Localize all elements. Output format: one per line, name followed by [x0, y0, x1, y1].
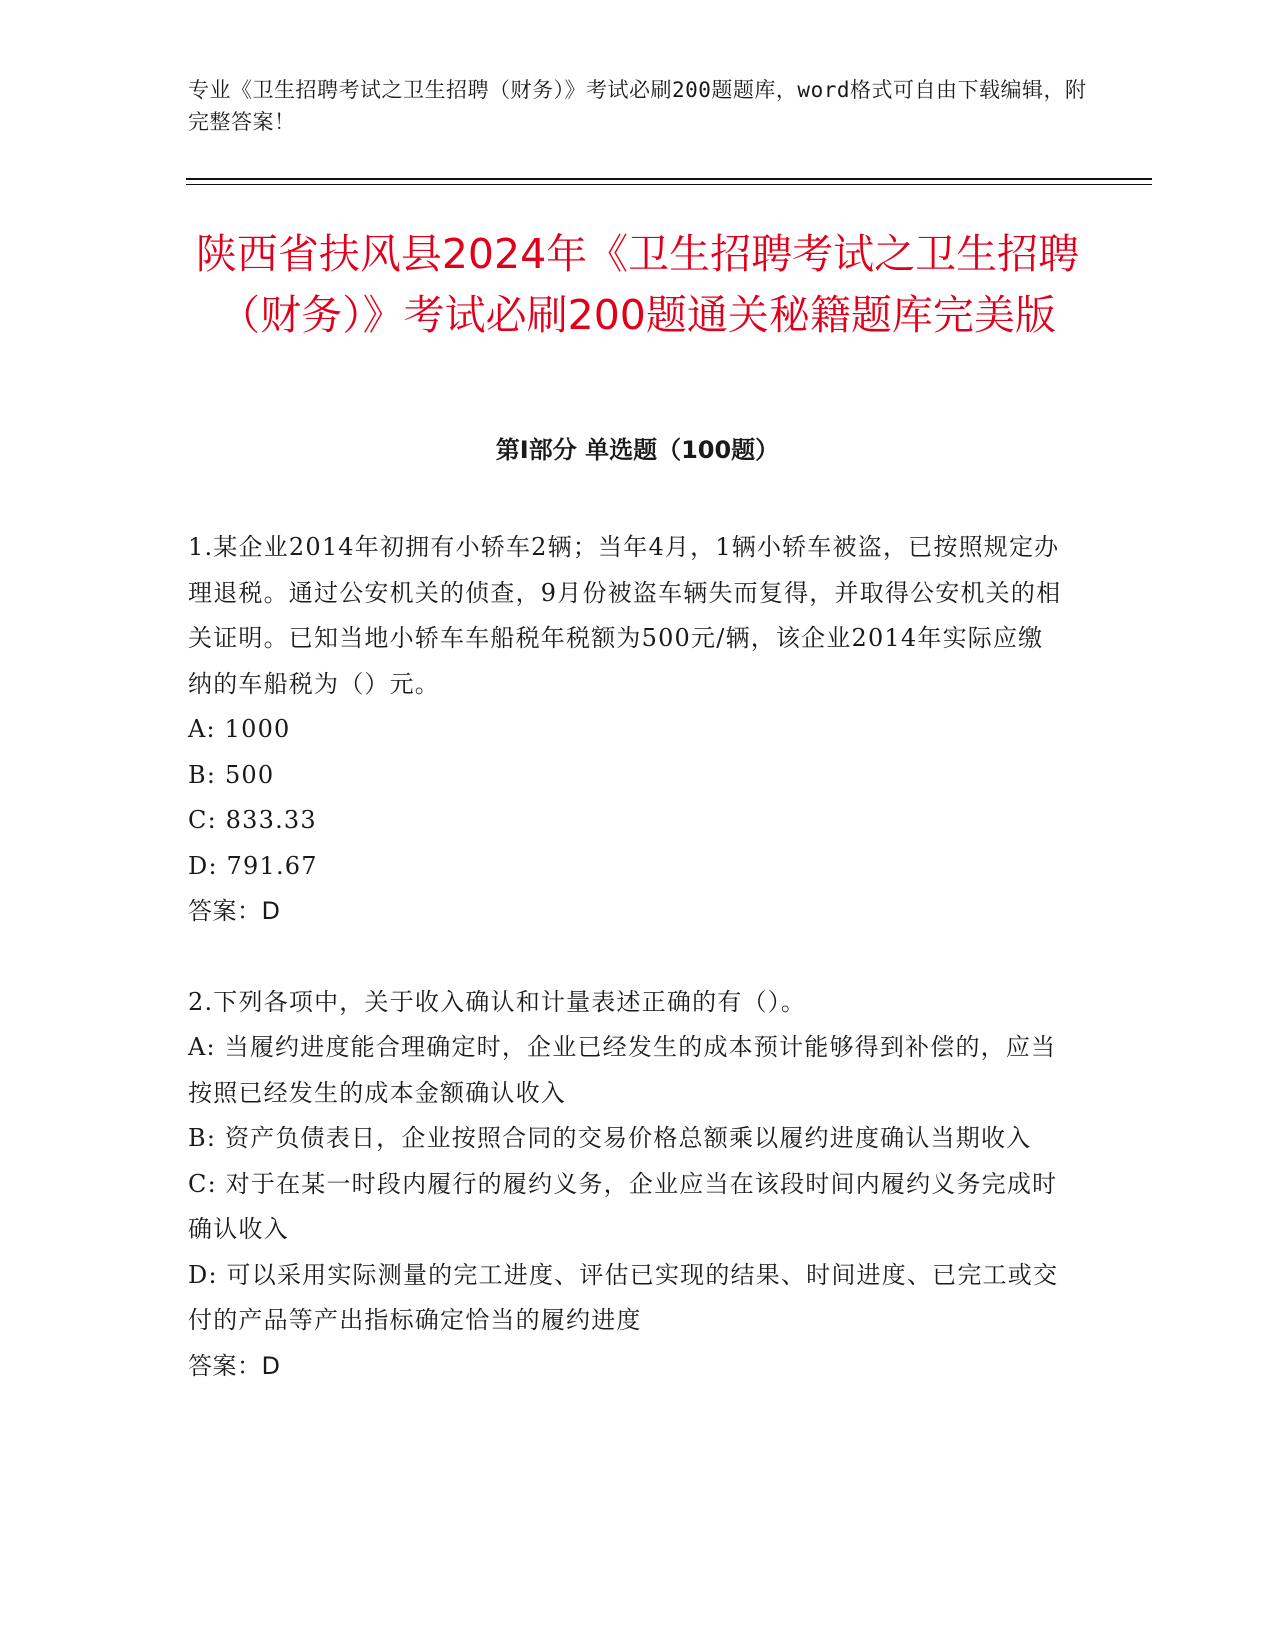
question-2 — [188, 980, 1068, 1390]
question-1 — [188, 525, 1068, 935]
option-c: C: 对于在某一时段内履行的履约义务，企业应当在该段时间内履约义务完成时确认收入 — [188, 1169, 1058, 1243]
question-stem: 1.某企业2014年初拥有小轿车2辆；当年4月，1辆小轿车被盗，已按照规定办理退税。通过公安机关的侦查，9月份被盗车辆失而复得，并取得公安机关的相关证明。已知当地小轿车车船税年税额为500元/辆，该企业2014年实际应缴纳的车船税为（）元。 — [188, 533, 1062, 698]
option-a: A: 1000 — [188, 715, 291, 743]
answer-line: 答案：D — [188, 897, 281, 925]
document-title: 陕西省扶风县2024年《卫生招聘考试之卫生招聘（财务）》考试必刷200题通关秘籍题库完美版 — [195, 230, 1080, 339]
option-b: B: 500 — [188, 760, 275, 789]
section-title: 第Ⅰ部分 单选题（100题） — [495, 436, 780, 464]
option-b: B: 资产负债表日，企业按照合同的交易价格总额乘以履约进度确认当期收入 — [188, 1124, 1032, 1152]
header-divider-thin — [186, 184, 1152, 185]
question-stem: 2.下列各项中，关于收入确认和计量表述正确的有（）。 — [188, 987, 807, 1016]
option-c: C: 833.33 — [188, 806, 317, 834]
question-list — [188, 525, 1068, 1389]
option-d: D: 791.67 — [188, 851, 318, 880]
option-a: A: 当履约进度能合理确定时，企业已经发生的成本预计能够得到补偿的，应当按照已经发生的成本金额确认收入 — [188, 1033, 1057, 1107]
option-d: D: 可以采用实际测量的完工进度、评估已实现的结果、时间进度、已完工或交付的产品等产出指标确定恰当的履约进度 — [188, 1260, 1059, 1334]
header-note: 专业《卫生招聘考试之卫生招聘（财务）》考试必刷200题题库，word格式可自由下载编辑，附完整答案！ — [188, 78, 1087, 134]
header-divider-thick — [186, 178, 1152, 180]
answer-line: 答案：D — [188, 1351, 281, 1380]
